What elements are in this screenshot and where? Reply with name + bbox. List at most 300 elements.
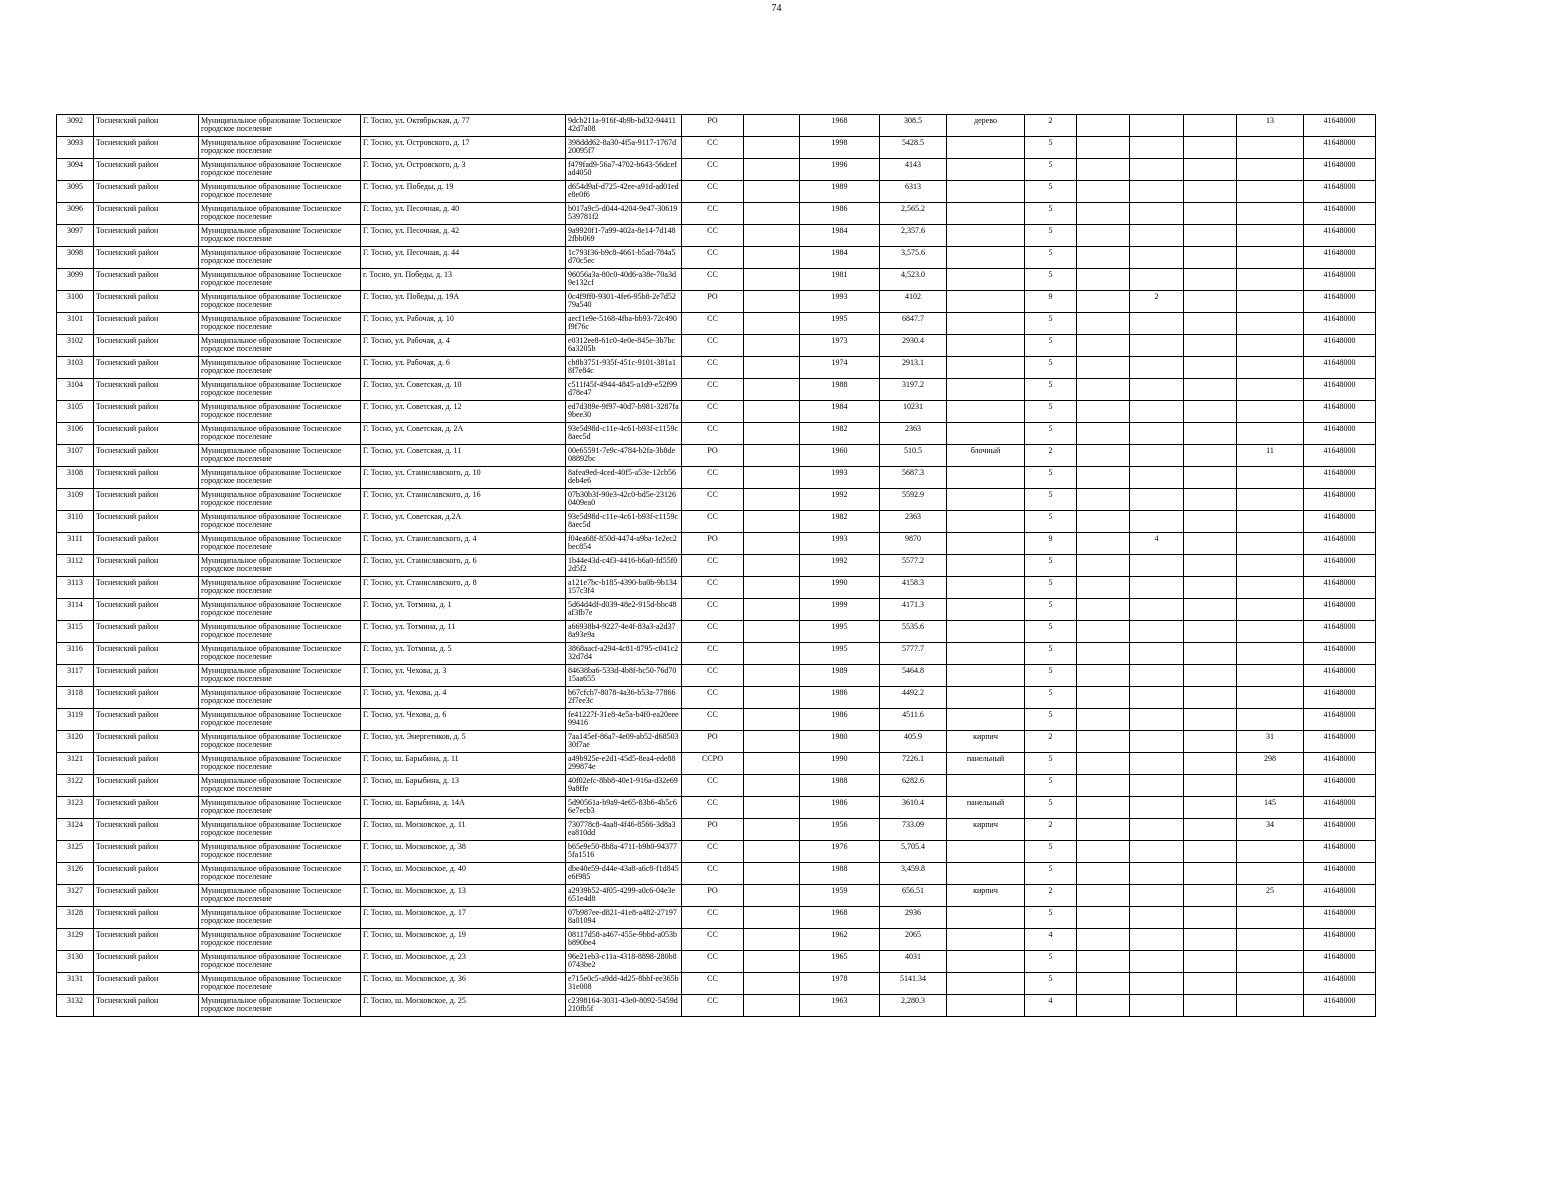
address-cell: Г. Тосно, ул. Станиславского, д. 6	[361, 555, 566, 577]
floors-cell: 2	[1025, 885, 1077, 907]
empty-cell	[1077, 137, 1130, 159]
type-cell: СС	[682, 599, 744, 621]
extra-count-cell	[1130, 577, 1184, 599]
floors-cell: 5	[1025, 379, 1077, 401]
empty-cell	[744, 181, 800, 203]
area-cell: 5535.6	[880, 621, 947, 643]
residents-cell	[1237, 863, 1304, 885]
type-cell: СС	[682, 467, 744, 489]
extra-count-cell	[1130, 775, 1184, 797]
empty-cell	[1077, 885, 1130, 907]
empty-cell	[1184, 423, 1237, 445]
area-cell: 5687.3	[880, 467, 947, 489]
row-number-cell: 3114	[57, 599, 94, 621]
empty-cell	[744, 885, 800, 907]
table-row	[57, 995, 1376, 1017]
residents-cell	[1237, 335, 1304, 357]
table-row	[57, 775, 1376, 797]
district-cell: Тосненский район	[94, 511, 199, 533]
oktmo-cell: 41648000	[1304, 115, 1376, 137]
floors-cell: 5	[1025, 247, 1077, 269]
floors-cell: 5	[1025, 423, 1077, 445]
guid-cell: f04ea68f-850d-4474-a9ba-1e2ec2bec854	[566, 533, 682, 555]
oktmo-cell: 41648000	[1304, 621, 1376, 643]
address-cell: Г. Тосно, ул. Советская, д. 11	[361, 445, 566, 467]
extra-count-cell	[1130, 819, 1184, 841]
empty-cell	[744, 291, 800, 313]
empty-cell	[1184, 137, 1237, 159]
type-cell: СС	[682, 687, 744, 709]
empty-cell	[1077, 577, 1130, 599]
guid-cell: cb8b3751-935f-451c-9101-381a18f7e84c	[566, 357, 682, 379]
extra-count-cell	[1130, 643, 1184, 665]
oktmo-cell: 41648000	[1304, 159, 1376, 181]
housing-registry-table	[56, 114, 1376, 1017]
extra-count-cell	[1130, 445, 1184, 467]
year-cell: 1986	[800, 687, 880, 709]
empty-cell	[1077, 357, 1130, 379]
empty-cell	[744, 467, 800, 489]
empty-cell	[1077, 775, 1130, 797]
district-cell: Тосненский район	[94, 885, 199, 907]
empty-cell	[744, 269, 800, 291]
type-cell: СС	[682, 159, 744, 181]
area-cell: 5464.8	[880, 665, 947, 687]
material-cell	[947, 841, 1025, 863]
extra-count-cell	[1130, 731, 1184, 753]
empty-cell	[1077, 643, 1130, 665]
municipality-cell: Муниципальное образование Тосненское городское поселение	[199, 797, 361, 819]
table-row	[57, 863, 1376, 885]
address-cell: Г. Тосно, ул. Тотмина, д. 1	[361, 599, 566, 621]
empty-cell	[1077, 599, 1130, 621]
guid-cell: e0312ee8-61c0-4e0e-845e-3b7bc6a3205b	[566, 335, 682, 357]
guid-cell: 93e5d98d-c11e-4c61-b93f-c1159c8aec5d	[566, 423, 682, 445]
municipality-cell: Муниципальное образование Тосненское городское поселение	[199, 709, 361, 731]
district-cell: Тосненский район	[94, 137, 199, 159]
residents-cell	[1237, 313, 1304, 335]
municipality-cell: Муниципальное образование Тосненское городское поселение	[199, 533, 361, 555]
municipality-cell: Муниципальное образование Тосненское городское поселение	[199, 115, 361, 137]
extra-count-cell	[1130, 709, 1184, 731]
guid-cell: ed7d389e-9f97-40d7-b981-3287fa9bee30	[566, 401, 682, 423]
district-cell: Тосненский район	[94, 753, 199, 775]
district-cell: Тосненский район	[94, 907, 199, 929]
oktmo-cell: 41648000	[1304, 247, 1376, 269]
type-cell: СС	[682, 841, 744, 863]
table-row	[57, 709, 1376, 731]
material-cell	[947, 643, 1025, 665]
empty-cell	[1077, 313, 1130, 335]
district-cell: Тосненский район	[94, 731, 199, 753]
type-cell: РО	[682, 115, 744, 137]
row-number-cell: 3101	[57, 313, 94, 335]
type-cell: СС	[682, 863, 744, 885]
floors-cell: 5	[1025, 225, 1077, 247]
material-cell	[947, 929, 1025, 951]
address-cell: Г. Тосно, ул. Станиславского, д. 8	[361, 577, 566, 599]
table-row	[57, 115, 1376, 137]
floors-cell: 5	[1025, 467, 1077, 489]
floors-cell: 5	[1025, 973, 1077, 995]
guid-cell: a49b925e-e2d1-45d5-8ea4-ede88299874e	[566, 753, 682, 775]
empty-cell	[744, 995, 800, 1017]
extra-count-cell	[1130, 995, 1184, 1017]
guid-cell: d654d9af-d725-42ee-a91d-ad01ede8e0f6	[566, 181, 682, 203]
municipality-cell: Муниципальное образование Тосненское городское поселение	[199, 313, 361, 335]
empty-cell	[1184, 951, 1237, 973]
area-cell: 6847.7	[880, 313, 947, 335]
empty-cell	[1184, 819, 1237, 841]
district-cell: Тосненский район	[94, 643, 199, 665]
material-cell	[947, 995, 1025, 1017]
row-number-cell: 3115	[57, 621, 94, 643]
area-cell: 4143	[880, 159, 947, 181]
floors-cell: 5	[1025, 797, 1077, 819]
municipality-cell: Муниципальное образование Тосненское городское поселение	[199, 995, 361, 1017]
empty-cell	[1184, 885, 1237, 907]
empty-cell	[1077, 907, 1130, 929]
area-cell: 510.5	[880, 445, 947, 467]
extra-count-cell: 4	[1130, 533, 1184, 555]
oktmo-cell: 41648000	[1304, 379, 1376, 401]
guid-cell: a66938b4-9227-4e4f-83a3-a2d378a93e9a	[566, 621, 682, 643]
municipality-cell: Муниципальное образование Тосненское городское поселение	[199, 687, 361, 709]
address-cell: Г. Тосно, ш. Московское, д. 25	[361, 995, 566, 1017]
floors-cell: 5	[1025, 709, 1077, 731]
table-row	[57, 599, 1376, 621]
empty-cell	[744, 907, 800, 929]
municipality-cell: Муниципальное образование Тосненское городское поселение	[199, 731, 361, 753]
empty-cell	[744, 841, 800, 863]
type-cell: СС	[682, 401, 744, 423]
material-cell: панельный	[947, 753, 1025, 775]
type-cell: СС	[682, 775, 744, 797]
row-number-cell: 3123	[57, 797, 94, 819]
oktmo-cell: 41648000	[1304, 181, 1376, 203]
area-cell: 10231	[880, 401, 947, 423]
type-cell: СС	[682, 665, 744, 687]
municipality-cell: Муниципальное образование Тосненское городское поселение	[199, 379, 361, 401]
empty-cell	[1184, 753, 1237, 775]
empty-cell	[1077, 731, 1130, 753]
municipality-cell: Муниципальное образование Тосненское городское поселение	[199, 137, 361, 159]
oktmo-cell: 41648000	[1304, 511, 1376, 533]
area-cell: 2,280.3	[880, 995, 947, 1017]
area-cell: 4031	[880, 951, 947, 973]
material-cell	[947, 533, 1025, 555]
type-cell: РО	[682, 731, 744, 753]
address-cell: Г. Тосно, ул. Станиславского, д. 16	[361, 489, 566, 511]
district-cell: Тосненский район	[94, 313, 199, 335]
material-cell: панельный	[947, 797, 1025, 819]
oktmo-cell: 41648000	[1304, 775, 1376, 797]
year-cell: 1999	[800, 599, 880, 621]
address-cell: Г. Тосно, ш. Барыбина, д. 11	[361, 753, 566, 775]
extra-count-cell	[1130, 951, 1184, 973]
table-row	[57, 137, 1376, 159]
residents-cell	[1237, 181, 1304, 203]
extra-count-cell	[1130, 599, 1184, 621]
oktmo-cell: 41648000	[1304, 819, 1376, 841]
address-cell: Г. Тосно, ул. Советская, д. 2А	[361, 423, 566, 445]
address-cell: Г. Тосно, ул. Песочная, д. 44	[361, 247, 566, 269]
extra-count-cell	[1130, 137, 1184, 159]
floors-cell: 5	[1025, 841, 1077, 863]
empty-cell	[1184, 665, 1237, 687]
row-number-cell: 3100	[57, 291, 94, 313]
extra-count-cell	[1130, 841, 1184, 863]
table-row	[57, 313, 1376, 335]
empty-cell	[1077, 819, 1130, 841]
floors-cell: 5	[1025, 137, 1077, 159]
type-cell: СС	[682, 203, 744, 225]
address-cell: Г. Тосно, ул. Песочная, д. 40	[361, 203, 566, 225]
table-row	[57, 159, 1376, 181]
oktmo-cell: 41648000	[1304, 269, 1376, 291]
material-cell	[947, 665, 1025, 687]
address-cell: Г. Тосно, ул. Рабочая, д. 4	[361, 335, 566, 357]
type-cell: СС	[682, 907, 744, 929]
district-cell: Тосненский район	[94, 775, 199, 797]
guid-cell: c511f45f-4944-4845-a1d9-e52f99d78e47	[566, 379, 682, 401]
type-cell: РО	[682, 291, 744, 313]
oktmo-cell: 41648000	[1304, 225, 1376, 247]
guid-cell: 00e65591-7e9c-4784-b2fa-3b8de08892bc	[566, 445, 682, 467]
residents-cell	[1237, 599, 1304, 621]
type-cell: РО	[682, 819, 744, 841]
district-cell: Тосненский район	[94, 599, 199, 621]
residents-cell: 25	[1237, 885, 1304, 907]
guid-cell: 08117d58-a467-455e-9bbd-a053bb890be4	[566, 929, 682, 951]
municipality-cell: Муниципальное образование Тосненское городское поселение	[199, 819, 361, 841]
area-cell: 2930.4	[880, 335, 947, 357]
residents-cell	[1237, 511, 1304, 533]
empty-cell	[1184, 357, 1237, 379]
floors-cell: 5	[1025, 401, 1077, 423]
type-cell: СС	[682, 357, 744, 379]
extra-count-cell	[1130, 313, 1184, 335]
table-row	[57, 929, 1376, 951]
district-cell: Тосненский район	[94, 291, 199, 313]
empty-cell	[744, 247, 800, 269]
residents-cell	[1237, 247, 1304, 269]
material-cell	[947, 181, 1025, 203]
material-cell: кирпич	[947, 819, 1025, 841]
extra-count-cell	[1130, 159, 1184, 181]
guid-cell: 8afea9ed-4ced-40f5-a53e-12cb56deb4e6	[566, 467, 682, 489]
material-cell	[947, 357, 1025, 379]
empty-cell	[1077, 291, 1130, 313]
empty-cell	[1077, 841, 1130, 863]
row-number-cell: 3098	[57, 247, 94, 269]
municipality-cell: Муниципальное образование Тосненское городское поселение	[199, 555, 361, 577]
type-cell: СС	[682, 181, 744, 203]
guid-cell: b67cfcb7-8078-4a36-b53a-778662f7ee3c	[566, 687, 682, 709]
table-row	[57, 291, 1376, 313]
municipality-cell: Муниципальное образование Тосненское городское поселение	[199, 181, 361, 203]
table-row	[57, 753, 1376, 775]
guid-cell: 7aa145ef-86a7-4e09-ab52-d6850330f7ae	[566, 731, 682, 753]
type-cell: СС	[682, 379, 744, 401]
table-row	[57, 907, 1376, 929]
empty-cell	[744, 225, 800, 247]
district-cell: Тосненский район	[94, 709, 199, 731]
district-cell: Тосненский район	[94, 489, 199, 511]
material-cell	[947, 467, 1025, 489]
empty-cell	[1077, 379, 1130, 401]
area-cell: 5,705.4	[880, 841, 947, 863]
municipality-cell: Муниципальное образование Тосненское городское поселение	[199, 929, 361, 951]
empty-cell	[1184, 269, 1237, 291]
guid-cell: f479fad9-56a7-4702-b643-56dcefad4050	[566, 159, 682, 181]
table-row	[57, 533, 1376, 555]
floors-cell: 5	[1025, 335, 1077, 357]
extra-count-cell	[1130, 203, 1184, 225]
type-cell: СС	[682, 269, 744, 291]
address-cell: Г. Тосно, ул. Чехова, д. 3	[361, 665, 566, 687]
type-cell: РО	[682, 533, 744, 555]
material-cell	[947, 291, 1025, 313]
extra-count-cell	[1130, 115, 1184, 137]
address-cell: Г. Тосно, ш. Барыбина, д. 13	[361, 775, 566, 797]
residents-cell	[1237, 929, 1304, 951]
row-number-cell: 3104	[57, 379, 94, 401]
year-cell: 1973	[800, 335, 880, 357]
empty-cell	[1077, 995, 1130, 1017]
empty-cell	[1077, 401, 1130, 423]
residents-cell	[1237, 137, 1304, 159]
empty-cell	[744, 445, 800, 467]
table-row	[57, 181, 1376, 203]
area-cell: 9870	[880, 533, 947, 555]
residents-cell: 31	[1237, 731, 1304, 753]
table-row	[57, 885, 1376, 907]
type-cell: СС	[682, 973, 744, 995]
type-cell: СС	[682, 951, 744, 973]
empty-cell	[744, 731, 800, 753]
municipality-cell: Муниципальное образование Тосненское городское поселение	[199, 467, 361, 489]
address-cell: Г. Тосно, ул. Станиславского, д. 4	[361, 533, 566, 555]
empty-cell	[1184, 863, 1237, 885]
district-cell: Тосненский район	[94, 203, 199, 225]
row-number-cell: 3108	[57, 467, 94, 489]
type-cell: СС	[682, 335, 744, 357]
floors-cell: 9	[1025, 533, 1077, 555]
table-row	[57, 797, 1376, 819]
row-number-cell: 3111	[57, 533, 94, 555]
material-cell	[947, 137, 1025, 159]
material-cell	[947, 225, 1025, 247]
year-cell: 1956	[800, 819, 880, 841]
material-cell	[947, 401, 1025, 423]
address-cell: Г. Тосно, ул. Рабочая, д. 6	[361, 357, 566, 379]
municipality-cell: Муниципальное образование Тосненское городское поселение	[199, 511, 361, 533]
floors-cell: 5	[1025, 753, 1077, 775]
area-cell: 2,357.6	[880, 225, 947, 247]
district-cell: Тосненский район	[94, 687, 199, 709]
table-row	[57, 819, 1376, 841]
oktmo-cell: 41648000	[1304, 291, 1376, 313]
year-cell: 1959	[800, 885, 880, 907]
oktmo-cell: 41648000	[1304, 555, 1376, 577]
type-cell: ССРО	[682, 753, 744, 775]
empty-cell	[744, 709, 800, 731]
empty-cell	[1184, 467, 1237, 489]
table-row	[57, 731, 1376, 753]
type-cell: СС	[682, 247, 744, 269]
material-cell	[947, 247, 1025, 269]
oktmo-cell: 41648000	[1304, 357, 1376, 379]
type-cell: РО	[682, 445, 744, 467]
area-cell: 4,523.0	[880, 269, 947, 291]
empty-cell	[1077, 225, 1130, 247]
area-cell: 3,575.6	[880, 247, 947, 269]
district-cell: Тосненский район	[94, 951, 199, 973]
empty-cell	[744, 203, 800, 225]
address-cell: Г. Тосно, ш. Московское, д. 13	[361, 885, 566, 907]
row-number-cell: 3116	[57, 643, 94, 665]
empty-cell	[1077, 863, 1130, 885]
empty-cell	[744, 137, 800, 159]
empty-cell	[744, 313, 800, 335]
residents-cell	[1237, 357, 1304, 379]
floors-cell: 5	[1025, 489, 1077, 511]
district-cell: Тосненский район	[94, 929, 199, 951]
district-cell: Тосненский район	[94, 467, 199, 489]
extra-count-cell	[1130, 335, 1184, 357]
oktmo-cell: 41648000	[1304, 973, 1376, 995]
municipality-cell: Муниципальное образование Тосненское городское поселение	[199, 423, 361, 445]
empty-cell	[1184, 489, 1237, 511]
guid-cell: a121e7bc-b185-4390-ba0b-9b134157c3f4	[566, 577, 682, 599]
row-number-cell: 3120	[57, 731, 94, 753]
material-cell	[947, 973, 1025, 995]
row-number-cell: 3127	[57, 885, 94, 907]
type-cell: СС	[682, 995, 744, 1017]
material-cell	[947, 775, 1025, 797]
empty-cell	[744, 665, 800, 687]
floors-cell: 5	[1025, 181, 1077, 203]
type-cell: СС	[682, 555, 744, 577]
material-cell: дерево	[947, 115, 1025, 137]
address-cell: г. Тосно, ул. Победы, д. 13	[361, 269, 566, 291]
guid-cell: b65e9e50-8b8a-4711-b9b0-943775fa1516	[566, 841, 682, 863]
year-cell: 1995	[800, 621, 880, 643]
empty-cell	[1077, 511, 1130, 533]
table-row	[57, 379, 1376, 401]
guid-cell: 9dcb211a-916f-4b9b-bd32-9441142d7a08	[566, 115, 682, 137]
district-cell: Тосненский район	[94, 401, 199, 423]
year-cell: 1982	[800, 423, 880, 445]
oktmo-cell: 41648000	[1304, 401, 1376, 423]
row-number-cell: 3132	[57, 995, 94, 1017]
year-cell: 1980	[800, 731, 880, 753]
district-cell: Тосненский район	[94, 357, 199, 379]
oktmo-cell: 41648000	[1304, 753, 1376, 775]
district-cell: Тосненский район	[94, 533, 199, 555]
year-cell: 1978	[800, 973, 880, 995]
oktmo-cell: 41648000	[1304, 643, 1376, 665]
residents-cell	[1237, 577, 1304, 599]
address-cell: Г. Тосно, ул. Островского, д. 17	[361, 137, 566, 159]
type-cell: СС	[682, 621, 744, 643]
extra-count-cell	[1130, 269, 1184, 291]
floors-cell: 9	[1025, 291, 1077, 313]
residents-cell	[1237, 489, 1304, 511]
district-cell: Тосненский район	[94, 995, 199, 1017]
extra-count-cell	[1130, 489, 1184, 511]
